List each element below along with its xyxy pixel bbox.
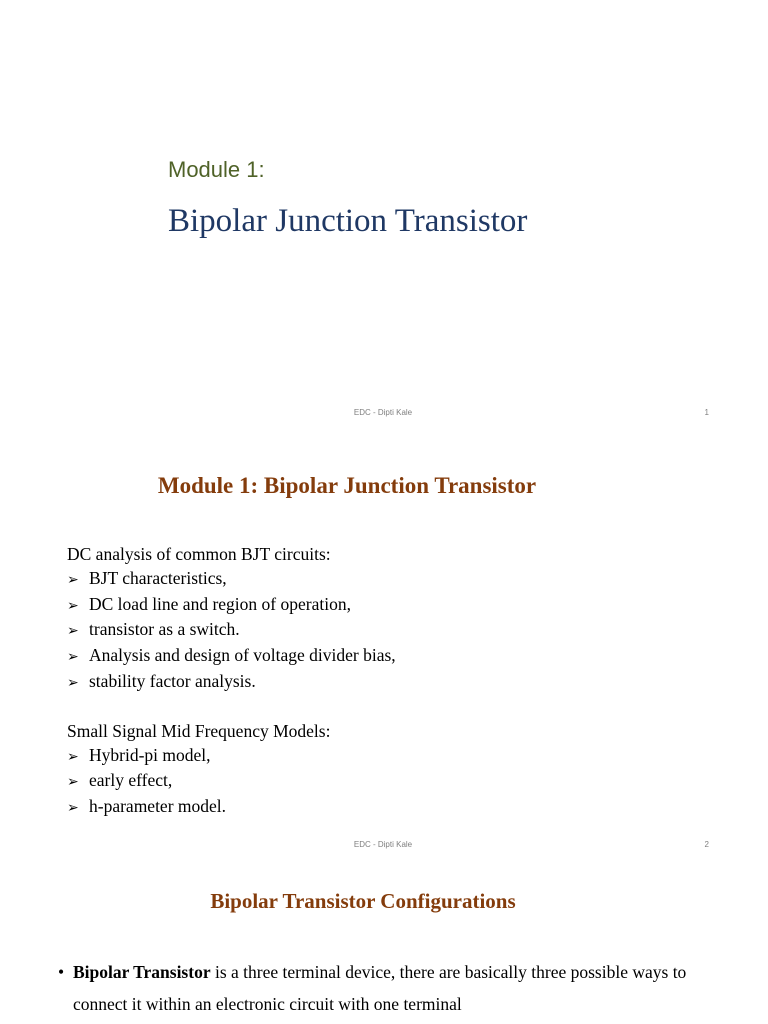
list-item: ➢ early effect,	[67, 769, 396, 795]
page-number: 1	[704, 408, 709, 417]
bullet-dot-icon: •	[58, 962, 65, 982]
list-item: ➢ DC load line and region of operation,	[67, 593, 396, 619]
slide-title: Module 1: Bipolar Junction Transistor	[157, 473, 537, 498]
list-item: ➢ BJT characteristics,	[67, 567, 396, 593]
list-item: ➢ transistor as a switch.	[67, 618, 396, 644]
slide-title: Bipolar Transistor Configurations	[210, 889, 516, 913]
list-item: ➢ Analysis and design of voltage divider bias,	[67, 644, 396, 670]
footer-author: EDC - Dipti Kale	[353, 408, 413, 417]
section-heading: Small Signal Mid Frequency Models:	[67, 720, 331, 741]
bullet-paragraph	[58, 956, 698, 1020]
arrow-bullet-icon: ➢	[67, 674, 79, 691]
slide-1	[0, 0, 768, 432]
list-item: ➢ Hybrid-pi model,	[67, 744, 396, 770]
arrow-bullet-icon: ➢	[67, 774, 79, 791]
list-item: ➢ stability factor analysis.	[67, 670, 396, 696]
slide-title: Bipolar Junction Transistor	[168, 203, 528, 239]
bold-term: Bipolar Transistor	[73, 962, 211, 982]
arrow-bullet-icon: ➢	[67, 748, 79, 765]
module-label: Module 1:	[168, 157, 265, 182]
arrow-bullet-icon: ➢	[67, 649, 79, 666]
slide-3	[0, 865, 768, 1024]
section-heading: DC analysis of common BJT circuits:	[67, 544, 331, 564]
arrow-bullet-icon: ➢	[67, 623, 79, 640]
footer-author: EDC - Dipti Kale	[353, 840, 413, 849]
list-item: ➢ h-parameter model.	[67, 795, 396, 821]
arrow-bullet-icon: ➢	[67, 571, 79, 588]
page-number: 2	[704, 840, 709, 849]
slide-2	[0, 432, 768, 865]
arrow-bullet-icon: ➢	[67, 800, 79, 817]
arrow-bullet-icon: ➢	[67, 597, 79, 614]
bullet-text: is a three terminal device, there are basically three possible ways to connect it within an electronic circuit with one terminal	[73, 962, 687, 1014]
slide-body	[67, 543, 396, 821]
